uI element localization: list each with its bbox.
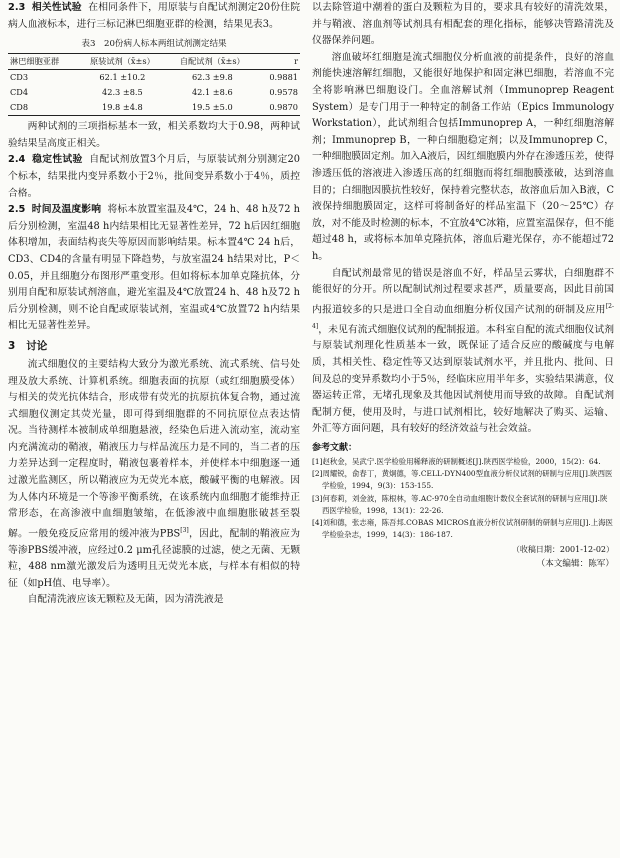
table-cell: 42.3 ±8.5 [102,87,143,98]
left-column [8,0,300,609]
section-2-4 [8,152,300,202]
editor-note: （本文编辑：陈军） [536,559,614,570]
table-header: r [294,56,298,67]
section-text: 自配试剂放置3个月后，与原装试剂分别测定20个标本，结果批内变异系数小于2％，批间变异系数小于4％，质控合格。 [8,154,301,199]
reference-item: [4]刘和德，张志雍，陈吾邦.COBAS MICROS血液分析仪试剂研制的研制与应用[J].上海医学检验杂志，1999，14(3)：186-187. [312,517,613,540]
table-cell: 0.9881 [269,72,298,83]
table-caption: 表3 20份病人标本两组试剂测定结果 [81,39,227,50]
table-cell: 62.3 ±9.8 [191,72,233,83]
section-title: 相关性试验 [31,2,82,13]
section-2-3 [8,0,300,33]
section-title: 讨论 [26,339,48,352]
section-number: 3 [8,339,16,352]
table-cell: 0.9870 [269,102,298,113]
table-cell: 0.9578 [269,87,298,98]
table-cell: 19.5 ±5.0 [191,102,233,113]
table-cell: CD8 [10,102,29,113]
section-title: 时间及温度影响 [31,204,102,216]
self-reagent-paragraph [312,266,614,438]
table-cell: CD4 [10,87,29,98]
table-cell: 62.1 ±10.2 [99,72,146,83]
section-text: 将标本放置室温及4℃，24 h、48 h及72 h后分别检测，室温48 h内结果相比无显著性差异，72 h后因红细胞体积增加，表面结构丧失等原因而影响结果。标本置4℃ 24 h后，CD3、CD4的含量有明显下降趋势，与放室温24 h结果对比，P＜0.05，并且细胞分布图形严重变形。但如将标本加单克隆抗体，分别用自配和原装试剂溶血，避光室温及4℃放置24 h、48 h及72 h后分别检测，则不论自配或原装试剂，室温或4℃放置72 h内结果相比无显著性差异。 [8,204,300,332]
table-header: 淋巴细胞亚群 [10,56,60,67]
citation: [2-4] [312,302,614,330]
paragraph-text: 自配试剂最常见的错误是溶血不好，样品呈云雾状，白细胞群不能很好的分开。所以配制试剂过程要求甚严，质量要高，因此目前国内报道较多的只是进口全自动血细胞分析仪国产试剂的研制及应用 [312,267,614,315]
section-2-5 [8,202,300,335]
lysis-paragraph: 溶血破坏红细胞是流式细胞仪分析血液的前提条件，良好的溶血剂能快速溶解红细胞，又能很好地保护和固定淋巴细胞，若溶血不完全将影响淋巴细胞设门。全血溶解试剂（Immunoprep Reagent System）是专门用于一种特定的制备工作站（Epics Immunology Workstation），此试剂组合包括Immunoprep A，一种红细胞溶解剂；Immunoprep B，一种白细胞稳定剂；以及Immunoprep C，一种细胞膜固定剂。加入A液后，因红细胞膜内外存在渗透压差，使得渗透压低的溶液进入渗透压高的红细胞而将红细胞膜涨破，达到溶血目的；白细胞因膜抗性较好，保持着完整状态，故溶血后加入B液，C液保持细胞膜固定，这样可将制备好的样品室温下（20～25℃）存放，对不能及时检测的标本，不宜放4℃冰箱，应置室温保存，但不能超过48 h，或将标本加单克隆抗体，溶血后避光保存，亦不能超过72 h。 [312,51,614,262]
section-title: 稳定性试验 [32,154,83,166]
section-number: 2.4 [8,154,26,166]
table-header: 自配试剂（x̄±s） [179,56,245,67]
references-title: 参考文献： [312,442,358,453]
reference-item: [1]赵秋金，吴武宁.医学检验用稀释液的研制概述[J].陕西医学检验，2000，15(2)：64. [312,456,601,466]
table-cell: 42.1 ±8.6 [191,87,233,98]
discussion-paragraph [8,357,300,593]
received-date: （收稿日期：2001-12-02） [511,545,614,555]
table-conclusion: 两种试剂的三项指标基本一致，相关系数均大于0.98，两种试验结果呈高度正相关。 [8,121,300,149]
citation: [3] [180,526,189,534]
results-table [8,53,300,116]
discussion-heading [8,337,300,355]
paragraph-text: ，因此，配制的鞘液应为等渗PBS缓冲液，应经过0.2 μm孔径滤膜的过滤，使之无菌、无颗粒，488 nm激光激发后为透明且无荧光本底，与样本有相似的特征（如pH值、电导率）。 [8,528,300,589]
continued-paragraph: 以去除管道中潮着的蛋白及颗粒为目的，要求具有较好的清洗效果，并与鞘液、溶血剂等试剂具有相配套的理化指标，能够决管路清洗及仪器保养问题。 [312,2,614,47]
reference-item: [2]周耀锐，俞春丁，黄炯德，等.CELL-DYN400型血液分析仪试剂的研制与应用[J].陕西医学检验，1994，9(3)：153-155. [312,469,613,491]
section-number: 2.5 [8,204,26,216]
paragraph-text: 流式细胞仪的主要结构大致分为激光系统、流式系统、信号处理及放大系统、计算机系统。细胞表面的抗原（或红细胞膜受体）与相关的荧光抗体结合，形成带有荧光的抗原抗体复合物，通过流式细胞仪测定其荧光量，即可得到细胞群的不同抗原位点表达情况。当待测样本被制成单细胞悬液，经染色后进入流动室，流动室内充满流动的鞘液，鞘液压力与样品流压力是不同的，当二者的压力差异达到一定程度时，鞘液包裹着样本，并使样本中细胞逐一通过激光监测区，所以鞘液应为无荧光本底，酸碱平衡的电解液。因为人体内环境是一个等渗平衡系统，在该系统内血细胞才能维持正常形态，在高渗液中血细胞皱缩，在低渗液中血细胞胀破甚至裂解。一般免疫反应常用的缓冲液为PBS [8,358,300,540]
table-row [8,85,300,100]
reference-item: [3]何春莉，刘金波，陈根林，等.AC-970全自动血细胞计数仪全套试剂的研制与应用[J].陕西医学检验，1998，13(1)：22-26. [312,493,608,515]
table-header: 原装试剂（x̄±s） [89,56,155,67]
discussion-paragraph: 自配清洗液应该无颗粒及无菌，因为清洗液是 [27,594,224,606]
section-number: 2.3 [8,2,26,13]
section-text: 在相同条件下，用原装与自配试剂测定20份住院病人血液标本，进行三标记淋巴细胞亚群的检测，结果见表3。 [8,2,300,30]
table-cell: 19.8 ±4.8 [102,102,143,113]
table-row [8,70,300,86]
right-column [312,0,614,571]
table-row [8,100,300,116]
paragraph-text: ，未见有流式细胞仪试剂的配制报道。本科室自配的流式细胞仪试剂与原装试剂理化性质基本一致，既保证了适合反应的酸碱度与电解质，其相关性、稳定性等又达到原装试剂水平，并且批内、批间、日间及总的变异系数均小于5％，经临床应用半年多，实验结果满意，仪器运转正常，无堵孔现象及其他因试剂使用而导致的故障。自配试剂配制方便，使用及时，与进口试剂相比，较好地解决了购买、运输、外汇等方面问题，具有较好的经济效益与社会效益。 [312,323,614,435]
table-cell: CD3 [10,72,29,83]
